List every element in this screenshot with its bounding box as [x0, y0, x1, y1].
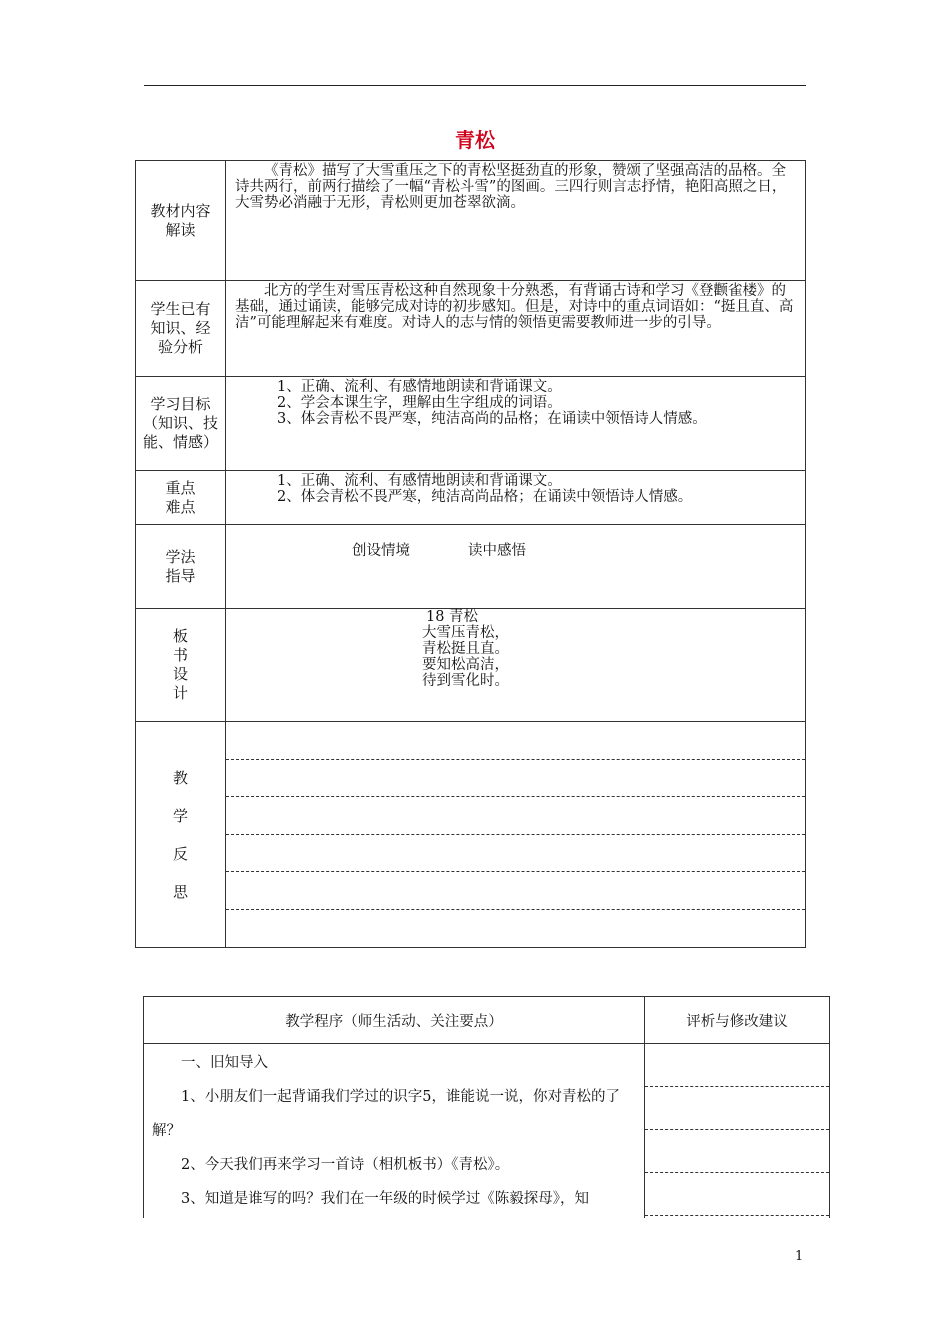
board-title: 18 青松 — [426, 609, 479, 625]
dashed-line — [226, 797, 805, 835]
board-line: 大雪压青松， — [422, 625, 509, 641]
row-label — [136, 161, 226, 281]
objective-item: 3、体会青松不畏严寒，纯洁高尚的品格；在诵读中领悟诗人情感。 — [277, 411, 707, 427]
row-label — [136, 525, 226, 609]
method-item: 读中感悟 — [468, 543, 526, 559]
row-board-design — [136, 609, 806, 722]
label-text: 重点难点 — [165, 478, 196, 516]
reflection-writing-area[interactable] — [226, 722, 806, 948]
header-side: 评析与修改建议 — [645, 997, 830, 1044]
dashed-line — [645, 1087, 829, 1130]
dashed-line — [226, 835, 805, 873]
dashed-line — [226, 872, 805, 910]
key-point-item: 1、正确、流利、有感情地朗读和背诵课文。 — [277, 473, 562, 489]
row-content — [226, 525, 806, 609]
procedure-table — [143, 996, 830, 1218]
board-line: 青松挺且直。 — [422, 641, 509, 657]
board-line: 待到雪化时。 — [422, 673, 509, 689]
row-key-points — [136, 471, 806, 525]
key-point-item: 2、体会青松不畏严寒，纯洁高尚品格；在诵读中领悟诗人情感。 — [277, 489, 693, 505]
dashed-line — [226, 760, 805, 798]
row-label — [136, 722, 226, 948]
row-label — [136, 281, 226, 377]
content-text: 北方的学生对雪压青松这种自然现象十分熟悉，有背诵古诗和学习《登颧雀楼》的基础，通过诵读，能够完成对诗的初步感知。但是，对诗中的重点词语如：“挺且直、高洁”可能理解起来有难度。对诗人的志与情的领悟更需要教师进一步的引导。 — [235, 283, 794, 331]
board-line: 要知松高洁， — [422, 657, 509, 673]
content-text: 《青松》描写了大雪重压之下的青松坚挺劲直的形象，赞颂了坚强高洁的品格。全诗共两行，前两行描绘了一幅“青松斗雪”的图画。三四行则言志抒情，艳阳高照之日，大雪势必消融于无形，青松则更加苍翠欲滴。 — [235, 163, 787, 211]
procedure-content — [144, 1044, 645, 1219]
dashed-line — [226, 910, 805, 948]
row-content — [226, 377, 806, 471]
suggestion-writing-area[interactable] — [645, 1044, 830, 1219]
objective-item: 2、学会本课生字，理解由生字组成的词语。 — [277, 395, 562, 411]
row-label — [136, 377, 226, 471]
row-label — [136, 609, 226, 722]
label-text: 板书设计 — [172, 627, 188, 702]
dashed-line — [645, 1044, 829, 1087]
header-rule — [144, 85, 806, 86]
procedure-paragraph: 2、今天我们再来学习一首诗（相机板书）《青松》。 — [181, 1157, 510, 1173]
lesson-plan-table — [135, 160, 806, 948]
row-content — [226, 161, 806, 281]
procedure-header — [144, 997, 830, 1044]
header-main: 教学程序（师生活动、关注要点） — [144, 997, 645, 1044]
label-text: 学法指导 — [165, 547, 196, 585]
label-text: 教材内容解读 — [150, 201, 211, 239]
row-content — [226, 609, 806, 722]
document-title: 青松 — [455, 128, 495, 152]
row-method — [136, 525, 806, 609]
label-text: 学习目标（知识、技能、情感） — [142, 395, 218, 451]
row-objectives — [136, 377, 806, 471]
method-item: 创设情境 — [352, 543, 410, 559]
page-number: 1 — [795, 1249, 804, 1264]
procedure-body — [144, 1044, 830, 1219]
label-text: 学生已有知识、经验分析 — [150, 300, 211, 356]
procedure-paragraph: 1、小朋友们一起背诵我们学过的识字5，谁能说一说，你对青松的了解？ — [152, 1089, 620, 1139]
row-content — [226, 281, 806, 377]
row-content-analysis — [136, 161, 806, 281]
row-student-analysis — [136, 281, 806, 377]
row-reflection — [136, 722, 806, 948]
label-text: 教学反思 — [172, 768, 188, 901]
procedure-paragraph: 3、知道是谁写的吗？我们在一年级的时候学过《陈毅探母》，知 — [181, 1191, 589, 1207]
dashed-line — [645, 1173, 829, 1216]
objective-item: 1、正确、流利、有感情地朗读和背诵课文。 — [277, 379, 562, 395]
dashed-line — [226, 722, 805, 760]
dashed-line — [645, 1130, 829, 1173]
row-label — [136, 471, 226, 525]
row-content — [226, 471, 806, 525]
procedure-paragraph: 一、旧知导入 — [181, 1055, 268, 1071]
